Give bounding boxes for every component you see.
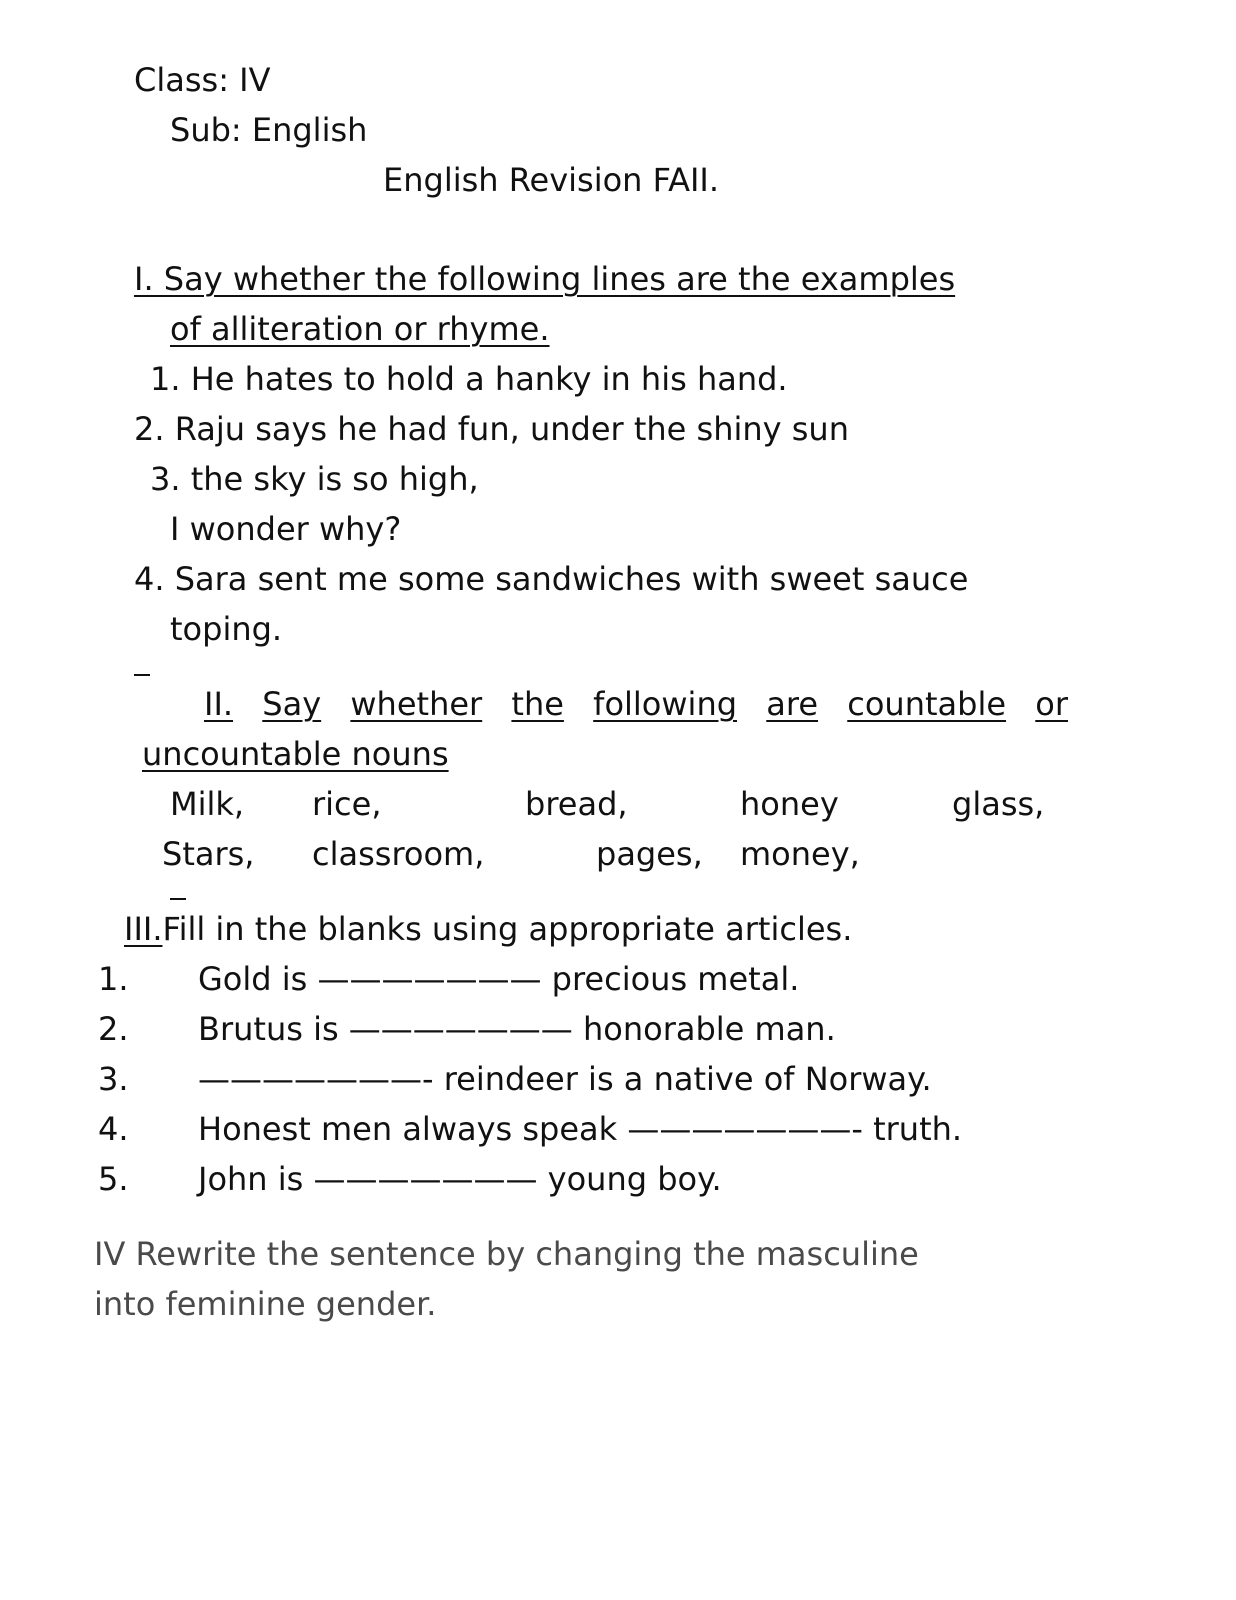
section3-number: 1. (98, 960, 129, 998)
noun-word: rice, (312, 785, 382, 823)
section2-heading-word: countable (847, 685, 1007, 723)
noun-word: bread, (525, 785, 628, 823)
noun-word: Milk, (170, 785, 245, 823)
section3-sentence: Brutus is ——————— honorable man. (198, 1010, 836, 1048)
noun-word: glass, (952, 785, 1045, 823)
noun-word: classroom, (312, 835, 485, 873)
section1-item-1: 1. He hates to hold a hanky in his hand. (150, 360, 788, 398)
section3-heading-label: III. (124, 910, 163, 948)
section2-heading-word: II. (204, 685, 234, 723)
section3-sentence: ———————- reindeer is a native of Norway. (198, 1060, 932, 1098)
section2-heading-line1 (204, 685, 1068, 723)
section1-item-3: 3. the sky is so high, (150, 460, 479, 498)
section3-number: 2. (98, 1010, 129, 1048)
section2-heading-word: Say (262, 685, 322, 723)
section2-heading-word: are (766, 685, 819, 723)
section2-heading-word: or (1035, 685, 1068, 723)
section3-number: 3. (98, 1060, 129, 1098)
section1-heading-line2: of alliteration or rhyme. (170, 310, 550, 348)
noun-word: pages, (596, 835, 703, 873)
section2-heading-line2: uncountable nouns (142, 735, 449, 773)
section1-item-4: 4. Sara sent me some sandwiches with sweet sauce (134, 560, 969, 598)
stray-dash-2 (170, 898, 186, 900)
section1-item-2: 2. Raju says he had fun, under the shiny sun (134, 410, 849, 448)
stray-dash-1 (134, 674, 150, 676)
section2-heading-word: the (511, 685, 564, 723)
section1-item-3-cont: I wonder why? (170, 510, 402, 548)
class-label: Class: IV (134, 61, 271, 99)
section3-number: 5. (98, 1160, 129, 1198)
section4-line2: into feminine gender. (94, 1285, 437, 1323)
page-title: English Revision FAII. (383, 161, 720, 199)
section3-sentence: Gold is ——————— precious metal. (198, 960, 800, 998)
section3-heading-text: Fill in the blanks using appropriate articles. (162, 910, 853, 948)
section2-heading-word: following (593, 685, 738, 723)
section2-heading-word: whether (350, 685, 483, 723)
section3-heading (124, 910, 853, 948)
section1-item-4-cont: toping. (170, 610, 283, 648)
noun-word: honey (740, 785, 839, 823)
section3-number: 4. (98, 1110, 129, 1148)
section4-line1: IV Rewrite the sentence by changing the masculine (94, 1235, 919, 1273)
noun-word: Stars, (162, 835, 255, 873)
section3-sentence: John is ——————— young boy. (198, 1160, 722, 1198)
section3-sentence: Honest men always speak ———————- truth. (198, 1110, 963, 1148)
section1-heading-line1: I. Say whether the following lines are the examples (134, 260, 956, 298)
noun-word: money, (740, 835, 860, 873)
subject-label: Sub: English (170, 111, 368, 149)
